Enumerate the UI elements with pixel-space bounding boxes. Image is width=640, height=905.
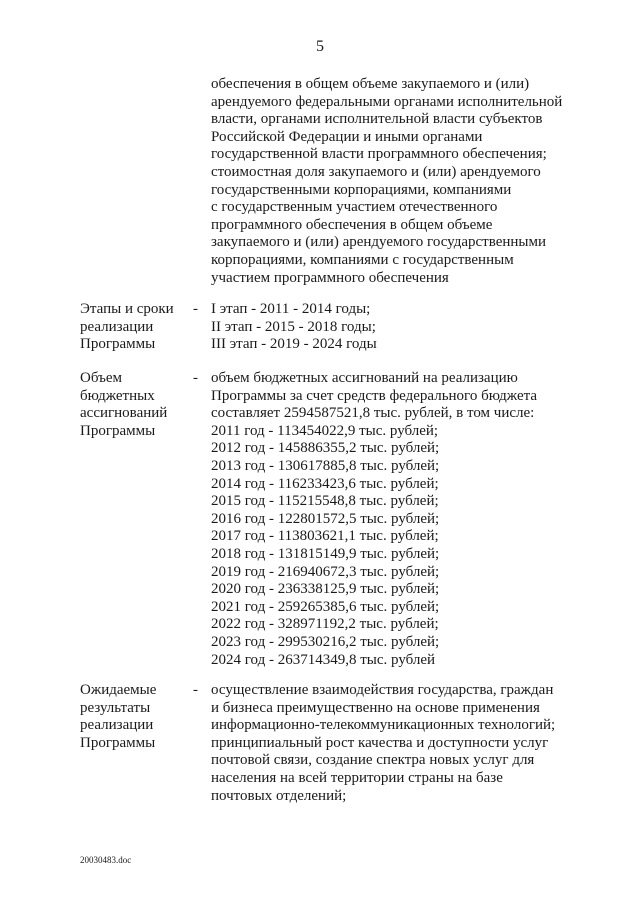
budget-year-line: 2016 год - 122801572,5 тыс. рублей;: [211, 510, 440, 527]
content-line: составляет 2594587521,8 тыс. рублей, в том числе:: [211, 405, 535, 422]
budget-year-line: 2024 год - 263714349,8 тыс. рублей: [211, 651, 436, 668]
label-line: Программы: [80, 336, 156, 353]
label-line: Программы: [80, 422, 156, 439]
content-line: III этап - 2019 - 2024 годы: [211, 336, 377, 353]
label-line: реализации: [80, 318, 154, 335]
label-line: Объем: [80, 370, 122, 386]
budget-year-line: 2015 год - 115215548,8 тыс. рублей;: [211, 493, 439, 510]
budget-year-line: 2020 год - 236338125,9 тыс. рублей;: [211, 581, 440, 598]
document-filename: 20030483.doc: [80, 855, 132, 865]
intro-line: обеспечения в общем объеме закупаемого и (или): [211, 76, 530, 92]
section-label: [80, 301, 190, 354]
section-dash: -: [193, 370, 198, 386]
budget-year-line: 2018 год - 131815149,9 тыс. рублей;: [211, 545, 440, 562]
intro-line: Российской Федерации и иными органами: [211, 128, 483, 145]
intro-line: программного обеспечения в общем объеме: [211, 216, 493, 233]
content-line: и бизнеса преимущественно на основе применения: [211, 699, 540, 716]
intro-line: участием программного обеспечения: [211, 269, 449, 286]
content-line: населения на всей территории страны на базе: [211, 769, 503, 786]
label-line: Программы: [80, 734, 156, 751]
section-label: [80, 682, 190, 752]
section-label: [80, 370, 190, 440]
intro-line: государственными корпорациями, компаниями: [211, 181, 512, 198]
section-content: [211, 301, 571, 354]
budget-year-line: 2011 год - 113454022,9 тыс. рублей;: [211, 422, 439, 439]
content-line: принципиальный рост качества и доступности услуг: [211, 734, 549, 751]
content-line: II этап - 2015 - 2018 годы;: [211, 318, 376, 335]
label-line: Этапы и сроки: [80, 301, 174, 317]
label-line: ассигнований: [80, 405, 168, 422]
section-content: [211, 370, 571, 669]
budget-year-line: 2014 год - 116233423,6 тыс. рублей;: [211, 475, 439, 492]
budget-year-line: 2019 год - 216940672,3 тыс. рублей;: [211, 563, 440, 580]
intro-line: арендуемого федеральными органами исполнительной: [211, 93, 563, 110]
budget-year-line: 2023 год - 299530216,2 тыс. рублей;: [211, 633, 440, 650]
budget-year-line: 2021 год - 259265385,6 тыс. рублей;: [211, 598, 440, 615]
label-line: реализации: [80, 717, 154, 734]
content-line: почтовых отделений;: [211, 787, 347, 804]
content-line: объем бюджетных ассигнований на реализацию: [211, 370, 518, 386]
budget-year-line: 2012 год - 145886355,2 тыс. рублей;: [211, 440, 440, 457]
intro-text: [211, 76, 571, 287]
intro-line: закупаемого и (или) арендуемого государственными: [211, 234, 547, 251]
content-line: I этап - 2011 - 2014 годы;: [211, 301, 371, 317]
intro-line: власти, органами исполнительной власти субъектов: [211, 111, 543, 128]
budget-year-line: 2017 год - 113803621,1 тыс. рублей;: [211, 528, 439, 545]
intro-line: корпорациями, компаниями с государственным: [211, 251, 514, 268]
content-line: почтовой связи, создание спектра новых услуг для: [211, 752, 535, 769]
label-line: бюджетных: [80, 387, 155, 404]
content-line: информационно-телекоммуникационных технологий;: [211, 717, 556, 734]
budget-year-line: 2022 год - 328971192,2 тыс. рублей;: [211, 616, 439, 633]
page-number: 5: [316, 38, 324, 55]
budget-year-line: 2013 год - 130617885,8 тыс. рублей;: [211, 457, 440, 474]
content-line: осуществление взаимодействия государства, граждан: [211, 682, 554, 698]
label-line: Ожидаемые: [80, 682, 157, 698]
section-dash: -: [193, 682, 198, 698]
section-content: [211, 682, 571, 805]
section-dash: -: [193, 301, 198, 317]
content-line: Программы за счет средств федерального бюджета: [211, 387, 538, 404]
intro-line: с государственным участием отечественного: [211, 199, 498, 216]
intro-line: стоимостная доля закупаемого и (или) арендуемого: [211, 163, 541, 180]
label-line: результаты: [80, 699, 151, 716]
intro-line: государственной власти программного обеспечения;: [211, 146, 547, 163]
